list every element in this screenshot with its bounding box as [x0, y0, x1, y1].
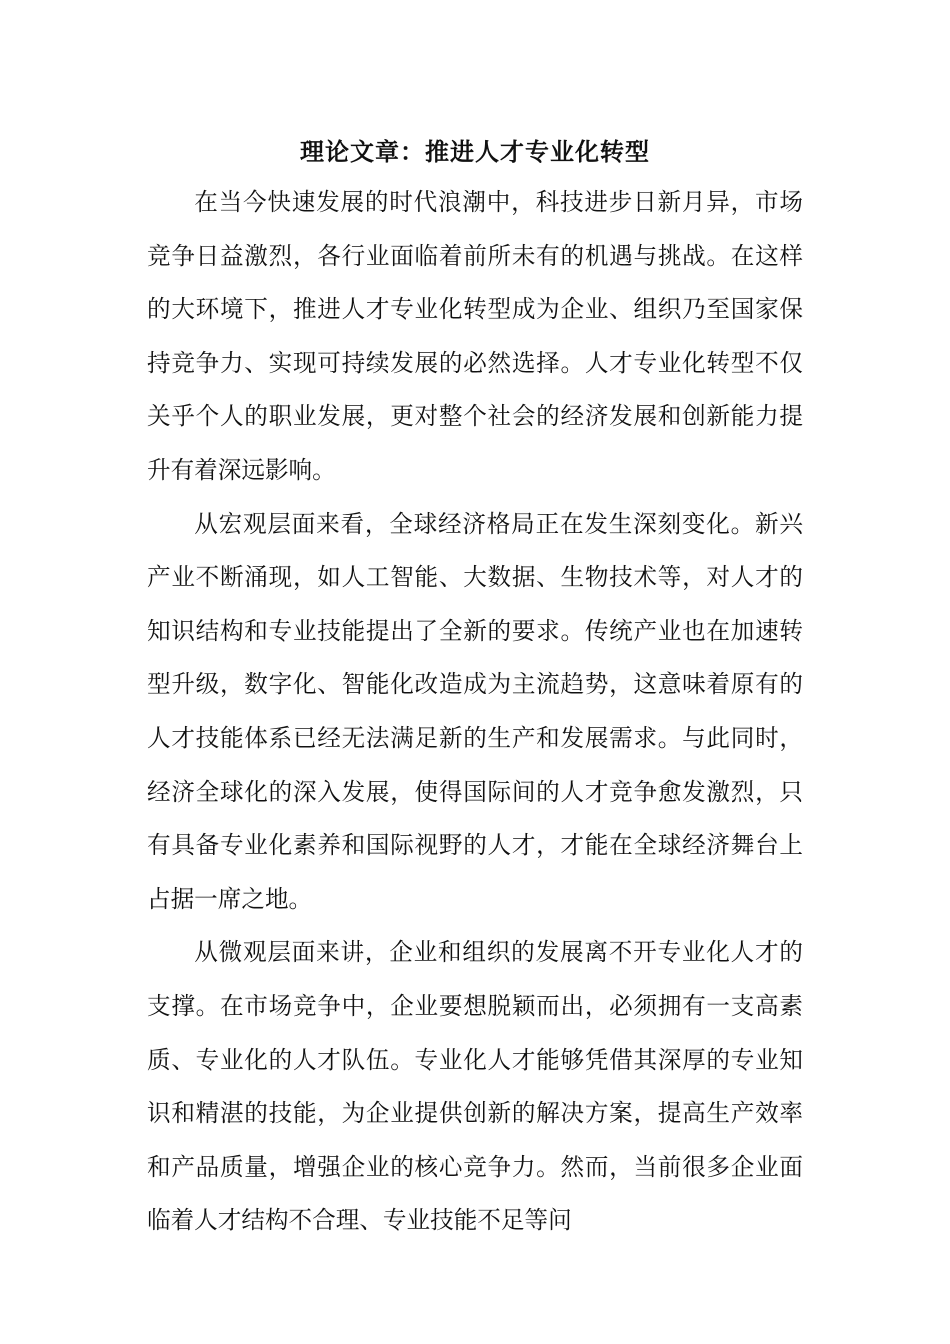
paragraph-1: 在当今快速发展的时代浪潮中，科技进步日新月异，市场竞争日益激烈，各行业面临着前所未有的机遇与挑战。在这样的大环境下，推进人才专业化转型成为企业、组织乃至国家保持竞争力、实现可持续发展的必然选择。人才专业化转型不仅关乎个人的职业发展，更对整个社会的经济发展和创新能力提升有着深远影响。	[147, 188, 803, 484]
document-body	[147, 176, 803, 1248]
document-title: 理论文章：推进人才专业化转型	[300, 138, 650, 166]
paragraph-2: 从宏观层面来看，全球经济格局正在发生深刻变化。新兴产业不断涌现，如人工智能、大数据、生物技术等，对人才的知识结构和专业技能提出了全新的要求。传统产业也在加速转型升级，数字化、智能化改造成为主流趋势，这意味着原有的人才技能体系已经无法满足新的生产和发展需求。与此同时，经济全球化的深入发展，使得国际间的人才竞争愈发激烈，只有具备专业化素养和国际视野的人才，才能在全球经济舞台上占据一席之地。	[147, 509, 803, 913]
paragraph-3: 从微观层面来讲，企业和组织的发展离不开专业化人才的支撑。在市场竞争中，企业要想脱颖而出，必须拥有一支高素质、专业化的人才队伍。专业化人才能够凭借其深厚的专业知识和精湛的技能，为企业提供创新的解决方案，提高生产效率和产品质量，增强企业的核心竞争力。然而，当前很多企业面临着人才结构不合理、专业技能不足等问	[147, 938, 803, 1235]
